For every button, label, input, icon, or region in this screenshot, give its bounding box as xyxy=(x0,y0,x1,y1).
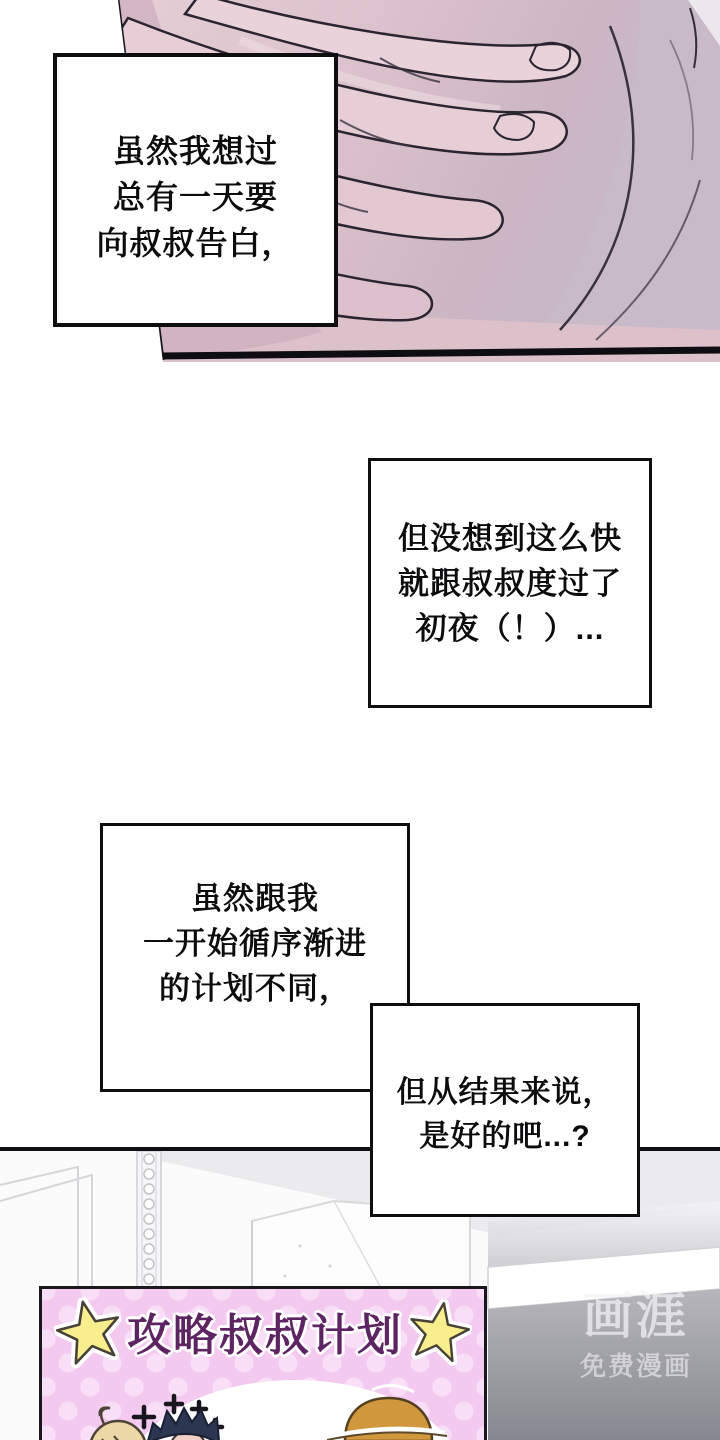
caption-line: 虽然跟我 xyxy=(191,881,319,916)
plan-banner xyxy=(39,1286,487,1440)
caption-box-2 xyxy=(368,458,652,708)
caption-line: 一开始循序渐进 xyxy=(143,926,367,961)
watermark-subtitle: 免费漫画 xyxy=(579,1351,692,1381)
caption-line: 虽然我想过 xyxy=(112,133,278,169)
caption-line: 初夜（！）... xyxy=(415,610,605,646)
banner-title-row xyxy=(42,1297,484,1365)
character-blonde xyxy=(90,1408,146,1440)
star-icon xyxy=(49,1291,130,1372)
banner-title: 攻略叔叔计划 xyxy=(127,1311,403,1360)
star-icon xyxy=(402,1294,476,1368)
caption-line: 但没想到这么快 xyxy=(398,520,622,556)
caption-line: 总有一天要 xyxy=(112,179,278,215)
caption-box-3 xyxy=(100,823,410,1092)
caption-box-4 xyxy=(370,1003,640,1217)
app-watermark xyxy=(552,1289,720,1383)
caption-box-1 xyxy=(53,53,338,327)
caption-line: 是好的吧...? xyxy=(419,1120,591,1153)
caption-line: 的计划不同， xyxy=(159,971,351,1006)
watermark-logo: 画涯 xyxy=(583,1288,689,1344)
caption-line: 向叔叔告白， xyxy=(96,225,295,261)
caption-line: 就跟叔叔度过了 xyxy=(398,565,622,601)
caption-line: 但从结果来说， xyxy=(396,1076,614,1109)
